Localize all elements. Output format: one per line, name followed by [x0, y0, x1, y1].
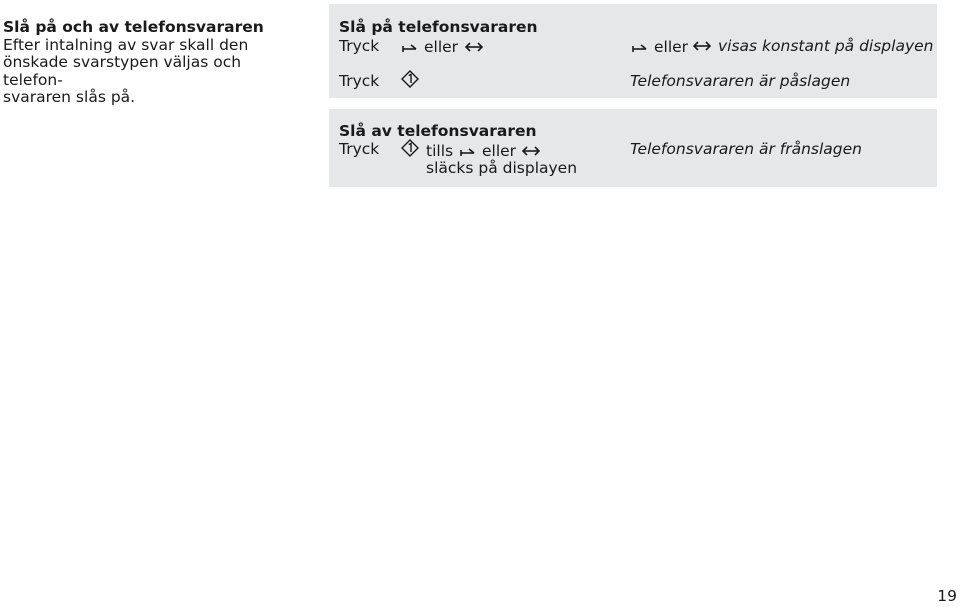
intro: [3, 19, 303, 107]
press-label: Tryck: [339, 37, 380, 55]
status-on-text: Telefonsvararen är påslagen: [630, 72, 851, 90]
or-label: eller: [654, 38, 689, 56]
arrow-right-icon: [632, 43, 648, 53]
arrow-right-icon: [460, 147, 476, 157]
press-label: Tryck: [339, 140, 380, 158]
intro-line: Efter intalning av svar skall den: [3, 35, 249, 54]
press-label: Tryck: [339, 72, 380, 90]
double-arrow-icon: [693, 41, 711, 51]
answering-machine-key-icon: [401, 139, 419, 157]
or-label: eller: [424, 38, 459, 56]
turn-off-title: Slå av telefonsvararen: [339, 122, 537, 140]
page-number: 19: [937, 587, 957, 605]
intro-line: önskade svarstypen väljas och telefon-: [3, 53, 242, 89]
or-label: eller: [482, 142, 517, 160]
intro-heading: Slå på och av telefonsvararen: [3, 18, 264, 36]
double-arrow-icon: [465, 42, 483, 52]
turn-on-panel: [329, 4, 937, 98]
turn-on-title: Slå på telefonsvararen: [339, 18, 538, 36]
intro-line: svararen slås på.: [3, 88, 136, 107]
status-off-text: Telefonsvararen är frånslagen: [630, 140, 863, 158]
display-off-text: släcks på displayen: [426, 159, 578, 177]
turn-off-panel: [329, 109, 937, 187]
arrow-right-icon: [402, 43, 418, 53]
double-arrow-icon: [522, 146, 540, 156]
until-label: tills: [426, 142, 454, 160]
display-status-text: visas konstant på displayen: [718, 37, 934, 55]
answering-machine-key-icon: [401, 70, 419, 88]
